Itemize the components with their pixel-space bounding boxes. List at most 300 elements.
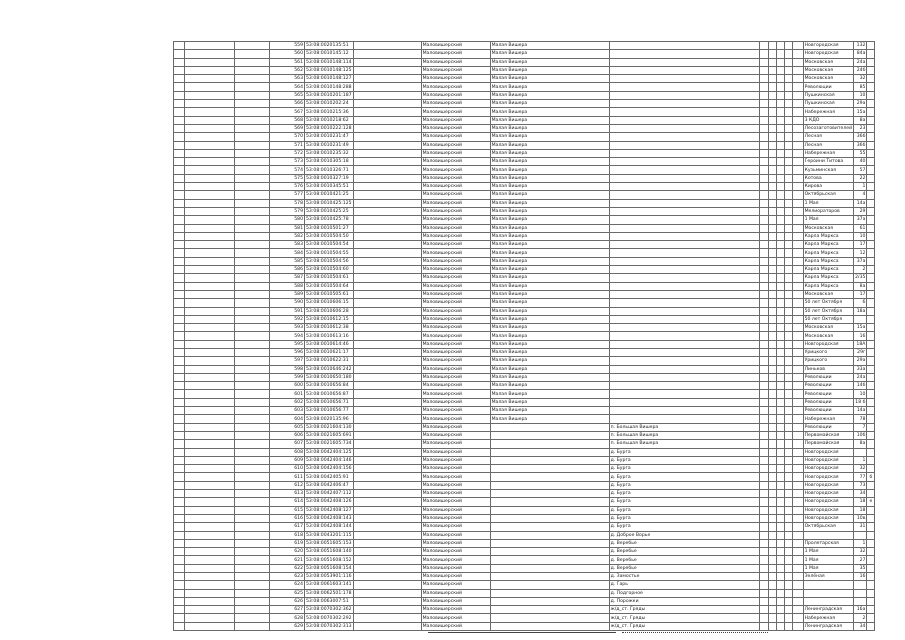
street-name: Новгородская [803,340,854,348]
settlement-name: д. Бурга [609,465,759,473]
building-letter [867,340,875,348]
house-number: 23 [854,124,867,132]
blank-cell [759,257,768,265]
blank-cell [768,340,776,348]
blank-cell [768,506,776,514]
street-name: Карла Маркса [803,266,854,274]
blank-cell [776,141,784,149]
blank-cell [792,407,803,415]
table-row [174,166,875,174]
blank-cell [759,415,768,423]
blank-cell [768,266,776,274]
blank-cell [759,232,768,240]
cadastral-number: 53:08:0062501:178 [306,590,352,596]
city-name: Малая Вишера [490,407,609,415]
blank-cell [784,523,792,531]
blank-cell [353,415,421,423]
district-name: Маловишерский [421,564,490,572]
street-name: Набережная [803,149,854,157]
blank-cell [784,373,792,381]
blank-cell [768,573,776,581]
cadastral-number: 53:08:0010222:128 [306,126,352,132]
blank-cell [792,382,803,390]
city-name: Малая Вишера [490,191,609,199]
blank-cell [784,307,792,315]
street-name: Набережная [803,108,854,116]
street-name: Московская [803,324,854,332]
blank-cell [768,83,776,91]
settlement-name [609,174,759,182]
blank-cell [235,100,270,108]
blank-cell [235,307,270,315]
building-letter [867,614,875,622]
blank-cell [235,299,270,307]
table-row [174,539,875,547]
blank-cell [768,514,776,522]
blank-cell [185,506,235,514]
settlement-name: п. Большая Вишера [609,440,759,448]
house-number [854,581,867,589]
blank-cell [792,249,803,257]
blank-cell [353,523,421,531]
street-name: Карла Маркса [803,257,854,265]
blank-cell [776,58,784,66]
street-name: Первомайская [803,431,854,439]
blank-cell [185,282,235,290]
settlement-name [609,249,759,257]
blank-cell [768,232,776,240]
blank-cell [235,506,270,514]
blank-cell [353,498,421,506]
blank-cell [235,514,270,522]
table-row [174,282,875,290]
building-letter [867,124,875,132]
blank-cell [185,100,235,108]
blank-cell [759,149,768,157]
cadastral-number: 53:08:0042407:112 [306,491,352,497]
blank-cell [235,357,270,365]
house-number: 40 [854,158,867,166]
blank-cell [185,257,235,265]
blank-cell [185,149,235,157]
city-name: Малая Вишера [490,158,609,166]
blank-cell [353,232,421,240]
district-name: Маловишерский [421,589,490,597]
blank-cell [768,315,776,323]
blank-cell [784,50,792,58]
blank-cell [235,415,270,423]
district-name: Маловишерский [421,548,490,556]
city-name: Малая Вишера [490,100,609,108]
blank-cell [353,431,421,439]
blank-cell [174,224,185,232]
street-name: Набережная [803,614,854,622]
settlement-name [609,299,759,307]
blank-cell [174,315,185,323]
blank-cell [792,415,803,423]
cadastral-number: 53:08:0010425:125 [306,200,352,206]
blank-cell [768,465,776,473]
district-name: Маловишерский [421,490,490,498]
blank-cell [784,556,792,564]
blank-cell [776,191,784,199]
settlement-name: д. Веребье [609,556,759,564]
blank-cell [776,481,784,489]
blank-cell [784,315,792,323]
city-name: Малая Вишера [490,149,609,157]
blank-cell [353,158,421,166]
house-number: 32 [854,548,867,556]
house-number: 16 [854,332,867,340]
district-name: Маловишерский [421,506,490,514]
blank-cell [353,390,421,398]
blank-cell [792,166,803,174]
blank-cell [759,573,768,581]
district-name: Маловишерский [421,357,490,365]
cadastral-number: 53:08:0070302:313 [306,623,352,629]
table-row [174,440,875,448]
blank-cell [768,548,776,556]
table-row [174,573,875,581]
settlement-name [609,158,759,166]
city-name: Малая Вишера [490,382,609,390]
settlement-name: д. Бурга [609,481,759,489]
blank-cell [768,407,776,415]
building-letter [867,315,875,323]
table-row [174,423,875,431]
blank-cell [784,539,792,547]
blank-cell [185,340,235,348]
cadastral-number: 53:08:0010421:25 [305,191,354,199]
blank-cell [759,589,768,597]
building-letter [867,332,875,340]
blank-cell [776,241,784,249]
city-name [490,506,609,514]
settlement-name: п. Большая Вишера [609,431,759,439]
house-number: 29г [854,348,867,356]
row-number: 627 [270,606,305,614]
blank-cell [759,166,768,174]
blank-cell [353,116,421,124]
blank-cell [759,440,768,448]
row-number: 596 [270,348,305,356]
street-name: Революции [803,423,854,431]
blank-cell [776,398,784,406]
blank-cell [768,91,776,99]
street-name: Лесная [803,141,854,149]
house-number: 10 [854,91,867,99]
house-number: 8а [854,282,867,290]
building-letter [867,573,875,581]
street-name [803,589,854,597]
blank-cell [768,456,776,464]
blank-cell [185,465,235,473]
district-name: Маловишерский [421,324,490,332]
footer-rule [428,632,616,633]
blank-cell [784,614,792,622]
district-name: Маловишерский [421,149,490,157]
blank-cell [759,158,768,166]
building-letter [867,581,875,589]
street-name: Линьков [803,365,854,373]
district-name: Маловишерский [421,465,490,473]
settlement-name: д. Подгорное [609,589,759,597]
blank-cell [174,365,185,373]
house-number: 73 [854,481,867,489]
blank-cell [235,622,270,630]
blank-cell [185,514,235,522]
blank-cell [353,506,421,514]
cadastral-number: 53:08:0010504:54 [305,241,354,249]
district-name: Маловишерский [421,407,490,415]
blank-cell [174,415,185,423]
settlement-name [609,183,759,191]
district-name: Маловишерский [421,133,490,141]
district-name: Маловишерский [421,216,490,224]
row-number: 614 [270,498,305,506]
table-row [174,382,875,390]
city-name: Малая Вишера [490,307,609,315]
blank-cell [792,423,803,431]
blank-cell [768,124,776,132]
blank-cell [174,249,185,257]
house-number [854,315,867,323]
street-name: Октябрьская [803,523,854,531]
blank-cell [768,149,776,157]
row-number: 607 [270,440,305,448]
district-name: Маловишерский [421,523,490,531]
settlement-name: д. Веребье [609,548,759,556]
settlement-name [609,116,759,124]
blank-cell [784,207,792,215]
blank-cell [235,66,270,74]
table-row [174,373,875,381]
blank-cell [792,465,803,473]
building-letter [867,216,875,224]
city-name: Малая Вишера [490,83,609,91]
house-number: 84а [854,50,867,58]
house-number: 15а [854,324,867,332]
blank-cell [353,216,421,224]
blank-cell [784,183,792,191]
blank-cell [185,564,235,572]
building-letter [867,531,875,539]
settlement-name [609,75,759,83]
blank-cell [353,332,421,340]
row-number: 599 [270,373,305,381]
blank-cell [768,597,776,605]
cadastral-number: 53:08:0010656:71 [305,398,354,406]
blank-cell [792,523,803,531]
blank-cell [353,141,421,149]
building-letter [867,299,875,307]
row-number: 574 [270,166,305,174]
blank-cell [185,42,235,50]
blank-cell [353,514,421,522]
blank-cell [784,58,792,66]
blank-cell [784,133,792,141]
street-name: Урицкого [803,348,854,356]
city-name [490,606,609,614]
house-number: 12 [854,249,867,257]
blank-cell [792,224,803,232]
cadastral-number: 53:08:0043201:115 [306,532,352,538]
house-number: 14а [854,199,867,207]
city-name: Малая Вишера [490,348,609,356]
blank-cell [185,166,235,174]
blank-cell [776,556,784,564]
city-name: Малая Вишера [490,266,609,274]
blank-cell [185,224,235,232]
blank-cell [768,324,776,332]
cadastral-number: 53:08:0010622:31 [305,357,354,365]
blank-cell [174,199,185,207]
city-name: Малая Вишера [490,365,609,373]
blank-cell [185,83,235,91]
settlement-name [609,324,759,332]
row-number: 600 [270,382,305,390]
row-number: 624 [270,581,305,589]
blank-cell [776,299,784,307]
blank-cell [784,324,792,332]
blank-cell [759,124,768,132]
cadastral-number: 53:08:0010646:242 [306,366,352,372]
table-row [174,481,875,489]
blank-cell [776,581,784,589]
cadastral-number: 53:08:0010656:87 [305,390,354,398]
blank-cell [776,390,784,398]
blank-cell [174,531,185,539]
building-letter [867,249,875,257]
district-name: Маловишерский [421,124,490,132]
blank-cell [784,141,792,149]
blank-cell [353,564,421,572]
settlement-name [609,83,759,91]
street-name: Зелёная [803,573,854,581]
blank-cell [185,357,235,365]
blank-cell [759,539,768,547]
blank-cell [792,506,803,514]
building-letter [867,407,875,415]
blank-cell [759,456,768,464]
building-letter [867,539,875,547]
cadastral-number: 53:08:0070302:292 [306,615,352,621]
blank-cell [235,573,270,581]
blank-cell [792,232,803,240]
cadastral-number: 53:08:0042408:126 [306,499,352,505]
district-name: Маловишерский [421,282,490,290]
building-letter [867,431,875,439]
blank-cell [759,606,768,614]
blank-cell [759,241,768,249]
district-name: Маловишерский [421,42,490,50]
blank-cell [784,91,792,99]
blank-cell [759,622,768,630]
blank-cell [353,249,421,257]
house-number: 32 [854,75,867,83]
district-name: Маловишерский [421,614,490,622]
street-name [803,597,854,605]
blank-cell [185,141,235,149]
blank-cell [776,232,784,240]
blank-cell [185,456,235,464]
row-number: 603 [270,407,305,415]
blank-cell [759,183,768,191]
building-letter [867,50,875,58]
house-number: 24а [854,58,867,66]
building-letter [867,183,875,191]
table-row [174,299,875,307]
blank-cell [776,365,784,373]
table-row [174,514,875,522]
cadastral-number: 53:08:0010606:28 [305,307,354,315]
row-number: 564 [270,83,305,91]
blank-cell [353,83,421,91]
blank-cell [784,149,792,157]
district-name: Маловишерский [421,257,490,265]
blank-cell [792,257,803,265]
district-name: Маловишерский [421,199,490,207]
blank-cell [792,241,803,249]
blank-cell [776,539,784,547]
blank-cell [768,398,776,406]
street-name: Новгородская [803,465,854,473]
blank-cell [185,307,235,315]
blank-cell [235,539,270,547]
blank-cell [353,307,421,315]
blank-cell [776,473,784,481]
blank-cell [784,431,792,439]
table-row [174,490,875,498]
table-row [174,83,875,91]
blank-cell [235,481,270,489]
blank-cell [759,307,768,315]
blank-cell [792,199,803,207]
blank-cell [353,257,421,265]
district-name: Маловишерский [421,100,490,108]
row-number: 625 [270,589,305,597]
blank-cell [776,465,784,473]
blank-cell [792,274,803,282]
blank-cell [174,158,185,166]
blank-cell [792,83,803,91]
blank-cell [768,490,776,498]
blank-cell [792,440,803,448]
blank-cell [174,207,185,215]
blank-cell [768,481,776,489]
city-name: Малая Вишера [490,166,609,174]
house-number: 18а [854,307,867,315]
blank-cell [353,124,421,132]
house-number: 29 [854,207,867,215]
cadastral-number: 53:08:0051608:152 [306,557,352,563]
building-letter [867,423,875,431]
blank-cell [174,100,185,108]
blank-cell [792,581,803,589]
blank-cell [174,75,185,83]
blank-cell [792,149,803,157]
cadastral-number: 53:08:0010656:77 [305,407,354,415]
blank-cell [768,606,776,614]
city-name: Малая Вишера [490,50,609,58]
table-row [174,66,875,74]
cadastral-number: 53:08:0042404:156 [306,466,352,472]
blank-cell [235,91,270,99]
blank-cell [185,332,235,340]
blank-cell [185,324,235,332]
cadastral-number: 53:08:0010606:15 [305,299,354,307]
district-name: Маловишерский [421,274,490,282]
